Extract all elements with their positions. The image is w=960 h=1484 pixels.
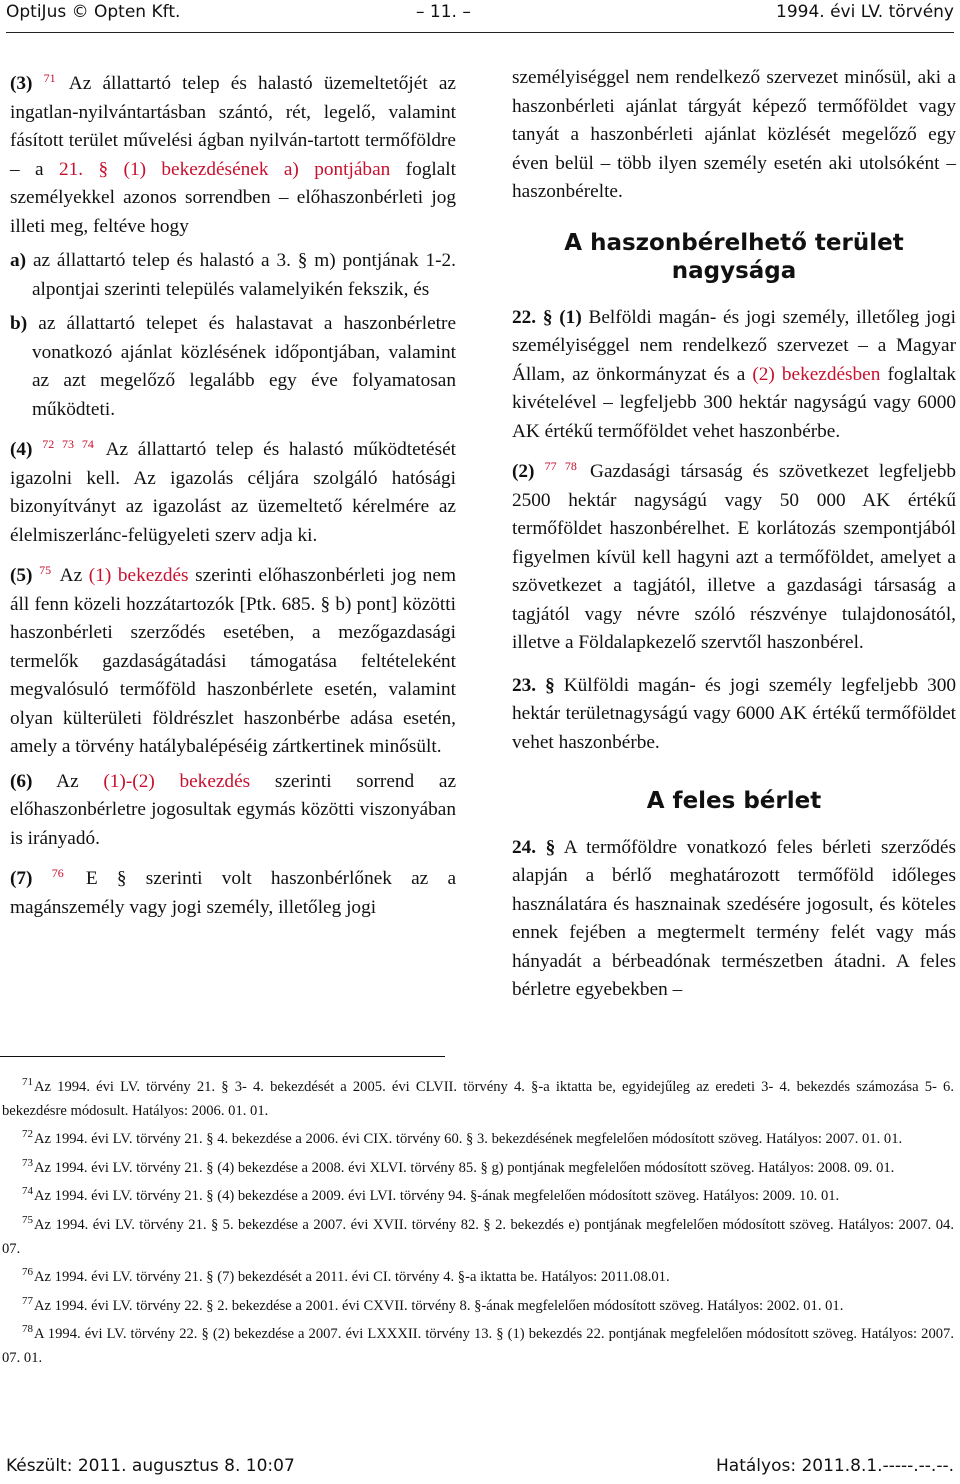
footnote-number: 72: [22, 1128, 33, 1141]
footnote: [2, 1209, 954, 1261]
paragraph-text: foglalt személyekkel azonos sorrendben – előhaszonbérleti jog illeti meg, feltéve hogy: [10, 158, 456, 237]
paragraph-text: Az állattartó telep és halastó működtetését igazolni kell. Az igazolás céljára szolgáló hatósági bizonyítványt az igazolást az üzemeltető kérelmére az élelmiszerlánc-felügyeleti szerv adja ki.: [10, 439, 457, 546]
left-column: [10, 64, 456, 928]
header-rule: [6, 32, 954, 33]
footnote: [2, 1071, 954, 1123]
paragraph-text: E § szerinti volt haszonbérlőnek az a magánszemély vagy jogi személy, illetőleg jogi: [10, 868, 457, 918]
footnote-ref[interactable]: 76: [51, 866, 64, 880]
section-heading-sharecropping: A feles bérlet: [646, 788, 822, 814]
paragraph-7: [10, 859, 456, 922]
header-page-number: – 11. –: [416, 2, 471, 22]
paragraph-number: (6): [10, 770, 33, 792]
section-23: [512, 672, 956, 758]
paragraph-number: (3): [10, 73, 33, 94]
paragraph-text: Gazdasági társaság és szövetkezet legfeljebb 2500 hektár nagyságú vagy 50 000 AK értékű termőföldet haszonbérelhet. E korlátozás szempontjából figyelmen kívül kell hagyni azt a termőföldet, amelyet a szövetkezet a tagjától, illetve a gazdasági társaság a tagjától vagy névre szóló részvénye tulajdonosától, illetve a Földalapkezelő szervtől haszonbérel.: [512, 461, 956, 653]
paragraph-6: [10, 768, 456, 854]
list-marker: b): [10, 313, 28, 334]
footnote: [2, 1261, 954, 1290]
list-item-text: az állattartó telep és halastó a 3. § m) pontjának 1-2. alpontjai szerinti település valamelyikén fekszik, és: [32, 250, 456, 300]
paragraph-3: [10, 64, 456, 241]
footnote-number: 71: [22, 1076, 33, 1088]
section-number: 23. §: [512, 674, 555, 696]
section-22-paragraph-1: [512, 304, 956, 447]
list-item-b: [10, 310, 456, 424]
footnote-ref[interactable]: 72 73 74: [42, 437, 94, 451]
paragraph-5: [10, 556, 456, 762]
right-column: [512, 64, 956, 1011]
footnote-rule: [0, 1056, 445, 1057]
paragraph-number: (7): [10, 868, 33, 889]
paragraph-number: (1): [559, 306, 582, 328]
continued-paragraph: személyiséggel nem rendelkező szervezet minősül, aki a haszonbérleti ajánlat tárgyát képező termőföldet vagy tanyát a haszonbérleti ajánlat közlését megelőző egy éven belül – több ilyen személy esetén aki utolsóként – haszonbérelte.: [512, 67, 956, 202]
paragraph-number: (5): [10, 565, 33, 586]
footnote: [2, 1152, 954, 1181]
list-marker: a): [10, 250, 27, 271]
list-item-text: az állattartó telepet és halastavat a haszonbérletre vonatkozó ajánlat közlésének időpontjában, valamint az azt megelőző legalább egy éve folyamatosan működteti.: [32, 313, 457, 420]
footnotes: [2, 1071, 954, 1371]
paragraph-text: Az állattartó telep és halastó üzemeltetőjét az ingatlan-nyilvántartásban szántó, rét, legelő, valamint fásított terület művelési ágban nyilván-tartott termőföldre – a: [10, 73, 456, 180]
footnote: [2, 1318, 954, 1370]
footnote-text: Az 1994. évi LV. törvény 21. § 3- 4. bekezdését a 2005. évi CLVII. törvény 4. §-a iktatta be, egyidejűleg az eredeti 3- 4. bekezdés számozása 5- 6. bekezdésre módosult. Hatályos: 2006. 01. 01.: [2, 1079, 954, 1119]
paragraph-text: Az: [59, 565, 89, 586]
footnote-number: 76: [22, 1266, 33, 1279]
footnote: [2, 1180, 954, 1209]
header-publisher: OptiJus © Opten Kft.: [6, 2, 181, 22]
footnote-number: 78: [22, 1323, 33, 1336]
page-footer: [6, 1456, 954, 1480]
footnote-text: Az 1994. évi LV. törvény 21. § 4. bekezdése a 2006. évi CIX. törvény 60. § 3. bekezdésének megfelelően módosított szöveg. Hatályos: 2007. 01. 01.: [34, 1131, 903, 1148]
section-heading-lease-area: A haszonbérelhető terület nagysága: [564, 229, 904, 284]
footnote-text: Az 1994. évi LV. törvény 21. § 5. bekezdése a 2007. évi XVII. törvény 82. § 2. bekezdés e) pontjának megfelelően módosított szöveg. Hatályos: 2007. 04. 07.: [2, 1216, 954, 1257]
footnote: [2, 1290, 954, 1319]
footnote-number: 77: [22, 1294, 33, 1307]
footnote-text: Az 1994. évi LV. törvény 21. § (4) bekezdése a 2009. évi LVI. törvény 94. §-ának megfelelően módosított szöveg. Hatályos: 2009. 10. 01.: [34, 1188, 840, 1205]
section-number: 22. §: [512, 306, 553, 328]
footnote-text: Az 1994. évi LV. törvény 22. § 2. bekezdése a 2001. évi CXVII. törvény 8. §-ának megfelelően módosított szöveg. Hatályos: 2002. 01. 01.: [34, 1297, 844, 1314]
footnote-number: 74: [22, 1185, 33, 1198]
footnote-text: Az 1994. évi LV. törvény 21. § (4) bekezdése a 2008. évi XLVI. törvény 85. § g) pontjának megfelelően módosított szöveg. Hatályos: 2008. 09. 01.: [34, 1159, 895, 1176]
cross-reference-link[interactable]: 21. § (1) bekezdésének a) pontjában: [59, 158, 391, 180]
list-item-a: [10, 247, 456, 304]
paragraph-text: szerinti előhaszonbérleti jog nem áll fenn közeli hozzátartozók [Ptk. 685. § b) pont] közötti haszonbérleti szerződés esetében, a mezőgazdasági termelők gazdaságátadási támogatása feltételeként megvalósuló termőföld haszonbérlete esetén, valamint olyan külterületi földrészlet haszonbérbe adása esetén, amely a törvény hatálybalépéséig zártkertinek minősült.: [10, 565, 456, 757]
section-number: 24. §: [512, 836, 556, 858]
footnote-ref[interactable]: 75: [39, 563, 52, 577]
paragraph-text: foglaltak kivételével – legfeljebb 300 hektár nagyságú vagy 6000 AK értékű termőföldet vehet haszonbérbe.: [512, 363, 956, 442]
paragraph-text: Belföldi magán- és jogi személy, illetőleg jogi személyiséggel nem rendelkező szervezet – a Magyar Állam, az önkormányzat és a: [512, 306, 957, 385]
paragraph-number: (4): [10, 439, 33, 460]
page-header: [6, 2, 954, 26]
paragraph-text: Külföldi magán- és jogi személy legfeljebb 300 hektár területnagyságú vagy 6000 AK értékű termőföldet vehet haszonbérbe.: [512, 674, 956, 753]
cross-reference-link[interactable]: (1)-(2) bekezdés: [103, 770, 251, 792]
section-24: [512, 834, 956, 1005]
footer-effective: Hatályos: 2011.8.1.-----.--.--.: [716, 1456, 954, 1476]
cross-reference-link[interactable]: (2) bekezdésben: [752, 363, 881, 385]
paragraph-number: (2): [512, 461, 535, 482]
paragraph-text: szerinti sorrend az előhaszonbérletre jogosultak egymás közötti viszonyában is irányadó.: [10, 770, 456, 849]
footnote-number: 75: [22, 1213, 33, 1226]
footnote-ref[interactable]: 71: [43, 71, 56, 85]
paragraph-text: Az: [56, 770, 104, 792]
cross-reference-link[interactable]: (1) bekezdés: [88, 565, 189, 586]
footnote-number: 73: [22, 1156, 33, 1169]
footer-created: Készült: 2011. augusztus 8. 10:07: [6, 1456, 295, 1476]
footnote-ref[interactable]: 77 78: [544, 459, 577, 473]
paragraph-4: [10, 430, 456, 550]
header-law-title: 1994. évi LV. törvény: [776, 2, 954, 22]
footnote: [2, 1123, 954, 1152]
footnote-text: A 1994. évi LV. törvény 22. § (2) bekezdése a 2007. évi LXXXII. törvény 13. § (1) bekezdés 22. pontjának megfelelően módosított szöveg. Hatályos: 2007. 07. 01.: [2, 1326, 954, 1366]
footnote-text: Az 1994. évi LV. törvény 21. § (7) bekezdését a 2011. évi CI. törvény 4. §-a iktatta be. Hatályos: 2011.08.01.: [34, 1269, 670, 1286]
section-22-paragraph-2: [512, 452, 956, 658]
paragraph-text: A termőföldre vonatkozó feles bérleti szerződés alapján a bérlő meghatározott termőföld időleges használatára és hasznainak szedésére jogosult, és köteles ennek fejében a megtermelt termény felét vagy más hányadát a bérbeadónak természetben átadni. A feles bérletre egyebekben –: [512, 836, 956, 1000]
